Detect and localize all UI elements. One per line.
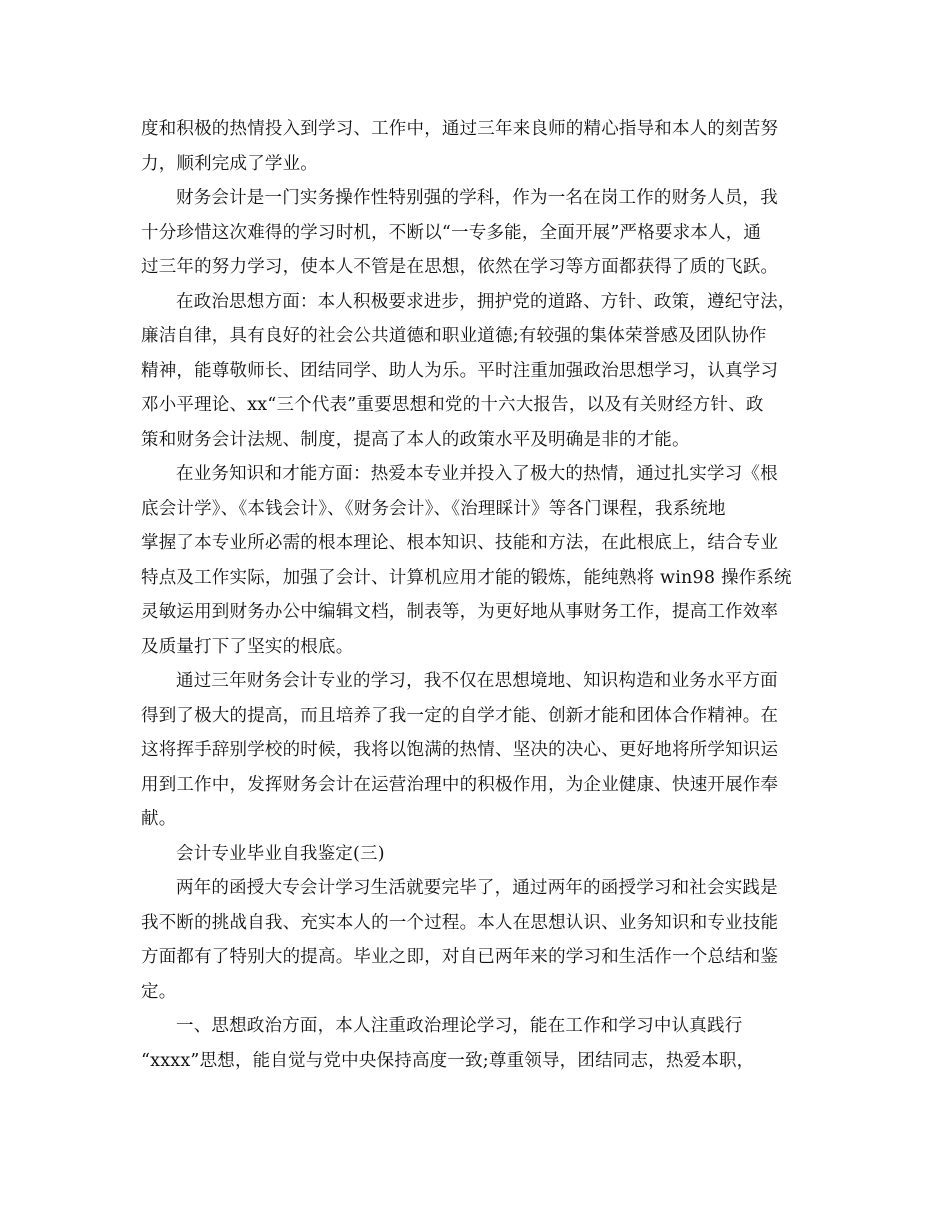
text-line: 策和财务会计法规、制度，提高了本人的政策水平及明确是非的才能。 bbox=[141, 429, 690, 450]
text-line: 在业务知识和才能方面：热爱本专业并投入了极大的热情，通过扎实学习《根 bbox=[176, 464, 778, 484]
text-line: 邓小平理论、xx“三个代表”重要思想和党的十六大报告，以及有关财经方针、政 bbox=[141, 395, 764, 415]
text-line: 这将挥手辞别学校的时候，我将以饱满的热情、坚决的决心、更好地将所学知识运 bbox=[141, 740, 779, 760]
text-line: 精神，能尊敬师长、团结同学、助人为乐。平时注重加强政治思想学习，认真学习 bbox=[141, 360, 779, 381]
text-line: 定。 bbox=[141, 981, 177, 1002]
text-line: 用到工作中，发挥财务会计在运营治理中的积极作用，为企业健康、快速开展作奉 bbox=[141, 774, 779, 795]
text-line: 我不断的挑战自我、充实本人的一个过程。本人在思想认识、业务知识和专业技能 bbox=[141, 912, 779, 933]
text-line: 两年的函授大专会计学习生活就要完毕了，通过两年的函授学习和社会实践是 bbox=[176, 878, 778, 898]
text-line: “xxxx”思想，能自觉与党中央保持高度一致;尊重领导，团结同志，热爱本职， bbox=[141, 1050, 755, 1071]
text-line: 特点及工作实际，加强了会计、计算机应用才能的锻炼，能纯熟将 win98 操作系统 bbox=[141, 567, 792, 588]
text-line: 及质量打下了坚实的根底。 bbox=[141, 636, 354, 657]
text-line: 在政治思想方面：本人积极要求进步，拥护党的道路、方针、政策，遵纪守法， bbox=[176, 291, 796, 312]
text-line: 底会计学》、《本钱会计》、《财务会计》、《治理睬计》等各门课程，我系统地 bbox=[141, 498, 726, 519]
text-line: 度和积极的热情投入到学习、工作中，通过三年来良师的精心指导和本人的刻苦努 bbox=[141, 119, 779, 139]
text-line: 得到了极大的提高，而且培养了我一定的自学才能、创新才能和团体合作精神。在 bbox=[141, 705, 779, 726]
text-line: 通过三年财务会计专业的学习，我不仅在思想境地、知识构造和业务水平方面 bbox=[176, 671, 778, 691]
text-line: 掌握了本专业所必需的根本理论、根本知识、技能和方法，在此根底上，结合专业 bbox=[141, 533, 779, 553]
text-line: 方面都有了特别大的提高。毕业之即，对自已两年来的学习和生活作一个总结和鉴 bbox=[141, 947, 779, 967]
text-line: 十分珍惜这次难得的学习时机，不断以“一专多能，全面开展”严格要求本人，通 bbox=[141, 222, 762, 243]
document-body bbox=[141, 112, 831, 1078]
text-line: 过三年的努力学习，使本人不管是在思想，依然在学习等方面都获得了质的飞跃。 bbox=[141, 257, 779, 277]
text-line: 力，顺利完成了学业。 bbox=[141, 153, 318, 174]
text-line: 一、思想政治方面，本人注重政治理论学习，能在工作和学习中认真践行 bbox=[176, 1016, 743, 1036]
text-line: 献。 bbox=[141, 809, 177, 829]
text-line: 灵敏运用到财务办公中编辑文档，制表等，为更好地从事财务工作，提高工作效率 bbox=[141, 602, 779, 622]
text-line: 廉洁自律，具有良好的社会公共道德和职业道德;有较强的集体荣誉感及团队协作 bbox=[141, 326, 767, 346]
text-line: 会计专业毕业自我鉴定(三) bbox=[176, 843, 385, 864]
text-line: 财务会计是一门实务操作性特别强的学科，作为一名在岗工作的财务人员，我 bbox=[176, 188, 778, 208]
